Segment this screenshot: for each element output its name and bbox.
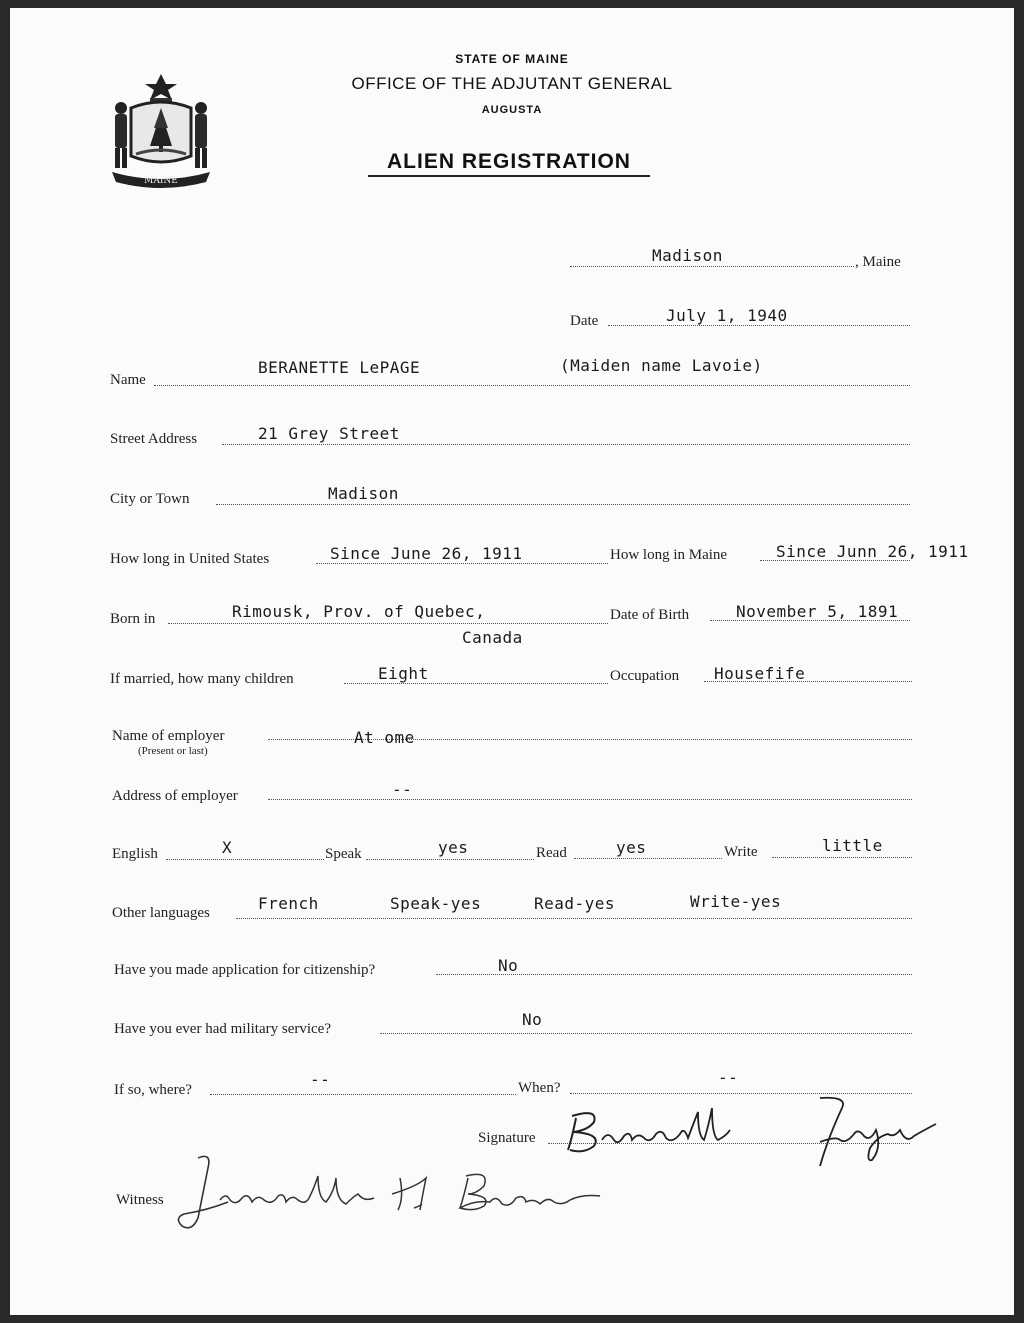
citizenship-label: Have you made application for citizenship? <box>114 962 376 978</box>
employer-value: At ome <box>354 728 415 747</box>
where-line <box>210 1094 516 1095</box>
other-language-name: French <box>258 894 319 913</box>
speak-line <box>366 859 534 860</box>
children-value: Eight <box>378 664 429 683</box>
name-value: BERANETTE LePAGE <box>258 358 421 377</box>
english-label: English <box>112 846 158 862</box>
write-label: Write <box>724 844 758 860</box>
employer-label: Name of employer <box>112 728 225 744</box>
read-value: yes <box>616 838 647 857</box>
read-line <box>574 858 722 859</box>
date-value: July 1, 1940 <box>666 306 788 325</box>
children-line <box>344 683 608 684</box>
dob-value: November 5, 1891 <box>736 602 899 621</box>
place-line <box>570 266 854 267</box>
header-city: AUGUSTA <box>481 104 543 116</box>
place-value: Madison <box>652 246 723 265</box>
occupation-value: Housefife <box>714 664 806 683</box>
city-label: City or Town <box>110 491 190 507</box>
us-stay-line <box>316 563 608 564</box>
born-value-line2: Canada <box>462 628 523 647</box>
street-line <box>222 444 910 445</box>
employer-address-label: Address of employer <box>112 788 238 804</box>
signature-handwriting <box>558 1078 948 1168</box>
military-value: No <box>522 1010 543 1029</box>
read-label: Read <box>536 845 567 861</box>
when-label: When? <box>518 1080 561 1096</box>
registration-form-page <box>10 8 1014 1315</box>
other-language-write: Write-yes <box>690 892 782 911</box>
signature-label: Signature <box>478 1130 536 1146</box>
maiden-name-value: (Maiden name Lavoie) <box>560 356 763 375</box>
born-label: Born in <box>110 611 156 627</box>
witness-handwriting <box>168 1148 608 1248</box>
street-label: Street Address <box>110 431 198 447</box>
english-line <box>166 859 324 860</box>
occupation-label: Occupation <box>610 668 680 684</box>
svg-text:MAINE: MAINE <box>144 176 178 186</box>
children-label: If married, how many children <box>110 671 294 687</box>
speak-label: Speak <box>325 846 362 862</box>
employer-sublabel: (Present or last) <box>138 745 208 757</box>
us-stay-label: How long in United States <box>110 551 270 567</box>
header-state: STATE OF MAINE <box>455 52 569 66</box>
when-value: -- <box>718 1068 739 1087</box>
witness-label: Witness <box>116 1192 164 1208</box>
military-label: Have you ever had military service? <box>114 1021 331 1037</box>
employer-address-value: -- <box>392 780 413 799</box>
header-office: OFFICE OF THE ADJUTANT GENERAL <box>351 74 673 93</box>
other-language-speak: Speak-yes <box>390 894 482 913</box>
english-value: X <box>222 838 233 857</box>
write-line <box>772 857 912 858</box>
name-line <box>154 385 910 386</box>
date-label: Date <box>570 313 599 329</box>
born-line <box>168 623 608 624</box>
other-languages-line <box>236 918 912 919</box>
name-label: Name <box>110 372 146 388</box>
us-stay-value: Since June 26, 1911 <box>330 544 523 563</box>
military-line <box>380 1033 912 1034</box>
other-languages-label: Other languages <box>112 905 210 921</box>
born-value-line1: Rimousk, Prov. of Quebec, <box>232 602 486 621</box>
citizenship-value: No <box>498 956 519 975</box>
dob-label: Date of Birth <box>610 607 690 623</box>
employer-address-line <box>268 799 912 800</box>
where-label: If so, where? <box>114 1082 192 1098</box>
where-value: -- <box>310 1070 331 1089</box>
city-value: Madison <box>328 484 399 503</box>
form-title: ALIEN REGISTRATION <box>368 150 650 177</box>
place-label: , Maine <box>855 254 901 270</box>
date-line <box>608 325 910 326</box>
maine-stay-label: How long in Maine <box>610 547 728 563</box>
maine-stay-value: Since Junn 26, 1911 <box>776 542 969 561</box>
city-line <box>216 504 910 505</box>
write-value: little <box>822 836 883 855</box>
speak-value: yes <box>438 838 469 857</box>
street-value: 21 Grey Street <box>258 424 400 443</box>
other-language-read: Read-yes <box>534 894 616 913</box>
